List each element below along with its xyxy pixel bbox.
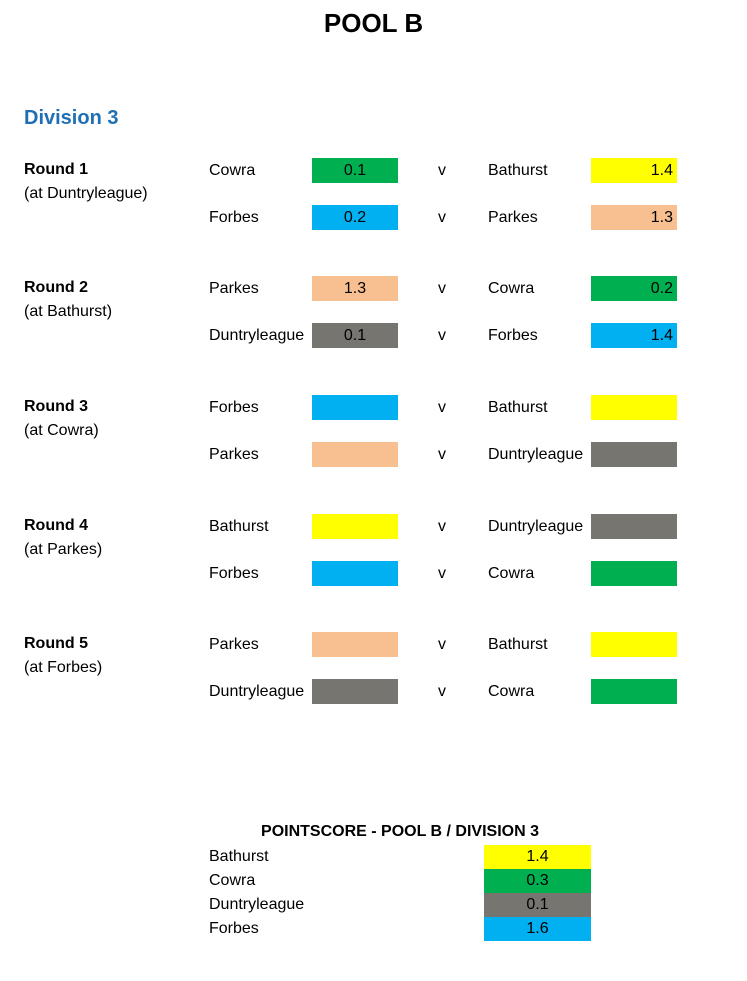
versus-label: v xyxy=(438,518,446,535)
match-row xyxy=(0,323,747,348)
home-team-name: Forbes xyxy=(209,209,259,226)
away-score-cell: 0.2 xyxy=(591,276,677,301)
away-score-cell: 1.3 xyxy=(591,205,677,230)
versus-label: v xyxy=(438,209,446,226)
versus-label: v xyxy=(438,162,446,179)
pointscore-row xyxy=(0,917,747,941)
round-label: Round 3 xyxy=(24,398,88,415)
match-row xyxy=(0,395,747,420)
away-team-name: Bathurst xyxy=(488,636,548,653)
round-venue: (at Parkes) xyxy=(24,541,103,558)
page-title: POOL B xyxy=(323,8,424,38)
versus-label: v xyxy=(438,446,446,463)
versus-label: v xyxy=(438,636,446,653)
versus-label: v xyxy=(438,683,446,700)
away-team-name: Bathurst xyxy=(488,399,548,416)
home-score-cell xyxy=(312,395,398,420)
round-label: Round 5 xyxy=(24,635,88,652)
versus-label: v xyxy=(438,565,446,582)
match-row xyxy=(0,561,747,586)
away-team-name: Duntryleague xyxy=(488,518,584,535)
home-team-name: Forbes xyxy=(209,565,259,582)
away-score-cell xyxy=(591,561,677,586)
home-score-cell: 0.1 xyxy=(312,158,398,183)
home-score-cell: 0.1 xyxy=(312,323,398,348)
round-venue: (at Duntryleague) xyxy=(24,185,148,202)
home-team-name: Parkes xyxy=(209,446,259,463)
round-label: Round 4 xyxy=(24,517,88,534)
away-score-cell xyxy=(591,395,677,420)
home-team-name: Parkes xyxy=(209,636,259,653)
away-team-name: Cowra xyxy=(488,683,535,700)
home-team-name: Cowra xyxy=(209,162,256,179)
home-team-name: Bathurst xyxy=(209,518,269,535)
away-team-name: Duntryleague xyxy=(488,446,584,463)
pointscore-row xyxy=(0,845,747,869)
away-team-name: Parkes xyxy=(488,209,538,226)
versus-label: v xyxy=(438,327,446,344)
match-row xyxy=(0,442,747,467)
round-label: Round 2 xyxy=(24,279,88,296)
pointscore-title: POINTSCORE - POOL B / DIVISION 3 xyxy=(261,823,539,840)
home-score-cell: 0.2 xyxy=(312,205,398,230)
round-venue: (at Cowra) xyxy=(24,422,99,439)
away-score-cell: 1.4 xyxy=(591,323,677,348)
match-row xyxy=(0,514,747,539)
match-row xyxy=(0,158,747,183)
home-team-name: Duntryleague xyxy=(209,327,305,344)
home-team-name: Parkes xyxy=(209,280,259,297)
pointscore-row xyxy=(0,869,747,893)
pointscore-value: 1.4 xyxy=(484,845,591,869)
match-row xyxy=(0,632,747,657)
pointscore-team: Cowra xyxy=(209,872,256,889)
away-score-cell xyxy=(591,514,677,539)
away-score-cell xyxy=(591,442,677,467)
pointscore-value: 1.6 xyxy=(484,917,591,941)
home-score-cell xyxy=(312,679,398,704)
home-team-name: Forbes xyxy=(209,399,259,416)
away-score-cell xyxy=(591,679,677,704)
away-team-name: Cowra xyxy=(488,280,535,297)
pointscore-value: 0.3 xyxy=(484,869,591,893)
versus-label: v xyxy=(438,399,446,416)
match-row xyxy=(0,679,747,704)
pointscore-value: 0.1 xyxy=(484,893,591,917)
round-venue: (at Forbes) xyxy=(24,659,103,676)
away-team-name: Forbes xyxy=(488,327,538,344)
pointscore-row xyxy=(0,893,747,917)
home-score-cell: 1.3 xyxy=(312,276,398,301)
home-score-cell xyxy=(312,632,398,657)
division-heading: Division 3 xyxy=(24,107,119,129)
home-score-cell xyxy=(312,561,398,586)
round-label: Round 1 xyxy=(24,161,88,178)
versus-label: v xyxy=(438,280,446,297)
away-score-cell xyxy=(591,632,677,657)
match-row xyxy=(0,276,747,301)
round-venue: (at Bathurst) xyxy=(24,303,113,320)
match-row xyxy=(0,205,747,230)
away-team-name: Cowra xyxy=(488,565,535,582)
home-score-cell xyxy=(312,514,398,539)
home-score-cell xyxy=(312,442,398,467)
pointscore-team: Bathurst xyxy=(209,848,269,865)
home-team-name: Duntryleague xyxy=(209,683,305,700)
pointscore-team: Forbes xyxy=(209,920,259,937)
away-score-cell: 1.4 xyxy=(591,158,677,183)
away-team-name: Bathurst xyxy=(488,162,548,179)
pointscore-team: Duntryleague xyxy=(209,896,305,913)
